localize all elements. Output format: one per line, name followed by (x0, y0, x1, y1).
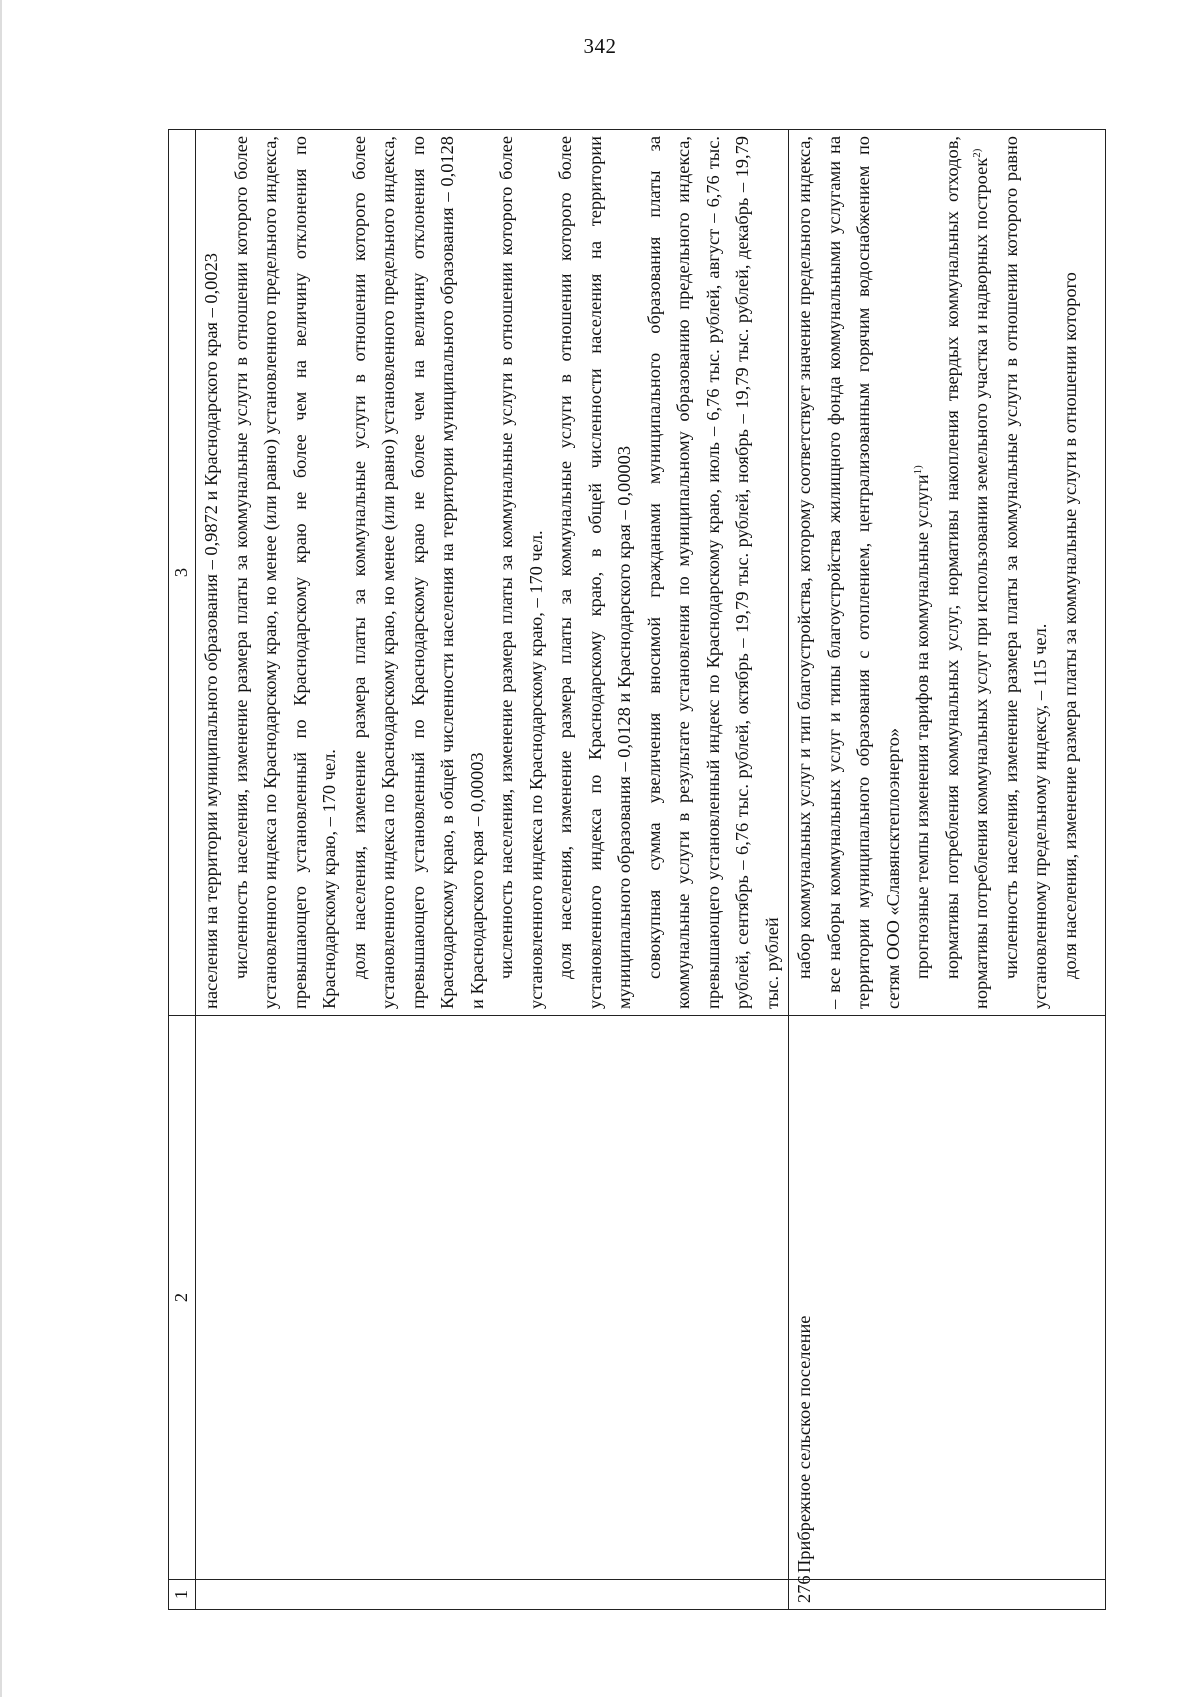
paragraph: доля населения, изменение размера платы за коммунальные услуги в отношении которого более установленного индекса по Краснодарскому краю, но менее (или равно) установленного предельного индекса, превышающего установленный по Краснодарскому краю не более чем на величину отклонения по Краснодарскому краю, в общей численности населения на территории муниципального образования – 0,0128 и Краснодарского края – 0,00003 (348, 136, 487, 1009)
footnote-ref: 2) (970, 148, 983, 158)
paragraph: населения на территории муниципального образования – 0,9872 и Краснодарского края – 0,0023 (201, 253, 221, 1009)
row-number-cell (196, 1580, 789, 1610)
paragraph (938, 136, 997, 1009)
description-cell (789, 130, 1106, 1016)
footnote-ref: 1) (911, 465, 924, 475)
page-number: 342 (583, 34, 617, 58)
paragraph-text: нормативы потребления коммунальных услуг, нормативы накопления твердых коммунальных отходов, нормативы потребления коммунальных услуг при использовании земельного участка и надворных построек (941, 136, 991, 1009)
paragraph: доля населения, изменение размера платы за коммунальные услуги в отношении которого (1059, 272, 1080, 979)
row-number-cell: 276 (789, 1580, 1106, 1610)
scan-edge (0, 0, 2, 1697)
settlement-name-cell: Прибрежное сельское поселение (789, 1016, 1106, 1580)
table-row (196, 130, 789, 1610)
header-col-2: 2 (169, 1016, 196, 1580)
paragraph: совокупная сумма увеличения вносимой гражданами муниципального образования платы за коммунальные услуги в результате установления по муниципальному образованию предельного индекса, превышающего установленный индекс по Краснодарскому краю, июль – 6,76 тыс. рублей, август – 6,76 тыс. рублей, сентябрь – 6,76 тыс. рублей, октябрь – 19,79 тыс. рублей, ноябрь – 19,79 тыс. рублей, декабрь – 19,79 тыс. рублей (643, 136, 782, 1009)
paragraph: численность населения, изменение размера платы за коммунальные услуги в отношении которого более установленного индекса по Краснодарскому краю, но менее (или равно) установленного предельного индекса, превышающего установленный по Краснодарскому краю не более чем на величину отклонения по Краснодарскому краю, – 170 чел. (230, 136, 339, 1009)
document-table (168, 129, 1106, 1610)
paragraph (908, 136, 938, 1009)
paragraph: доля населения, изменение размера платы за коммунальные услуги в отношении которого более установленного индекса по Краснодарскому краю, в общей численности населения на территории муниципального образования – 0,0128 и Краснодарского края – 0,00003 (555, 136, 634, 1009)
description-cell (196, 130, 789, 1016)
paragraph-text: прогнозные темпы изменения тарифов на коммунальные услуги (912, 474, 932, 979)
paragraph: набор коммунальных услуг и тип благоустройства, которому соответствует значение предельного индекса, – все наборы коммунальных услуг и типы благоустройства жилищного фонда коммунальными услугами на территории муниципального образования с отоплением, централизованным горячим водоснабжением по сетям ООО «Славянсктеплоэнерго» (794, 136, 903, 1009)
header-col-3: 3 (169, 130, 196, 1016)
settlement-name-cell (196, 1016, 789, 1580)
header-col-1: 1 (169, 1580, 196, 1610)
table-row (789, 130, 1106, 1610)
header-row (169, 130, 196, 1610)
rotated-table-frame (168, 130, 1106, 1610)
paragraph: численность населения, изменение размера платы за коммунальные услуги в отношении которого более установленного индекса по Краснодарскому краю, – 170 чел. (496, 136, 546, 1009)
paragraph: численность населения, изменение размера платы за коммунальные услуги в отношении которого равно установленному предельному индексу, – 115 чел. (1000, 136, 1050, 1009)
